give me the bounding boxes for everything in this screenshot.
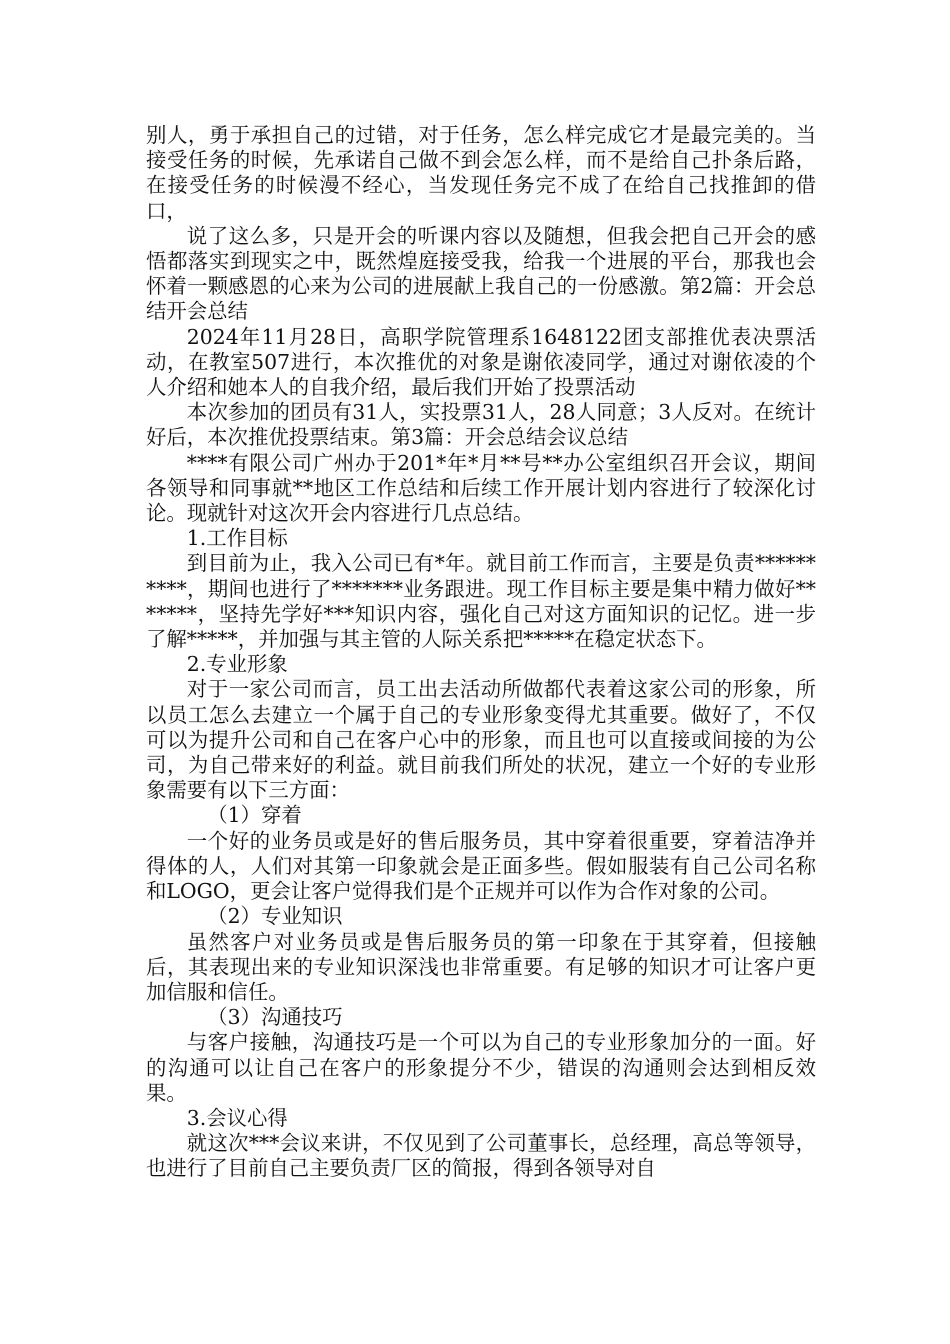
paragraph-5: ****有限公司广州办于201*年*月**号**办公室组织召开会议，期间各领导和同事就**地区工作总结和后续工作开展计划内容进行了较深化讨论。现就针对这次开会内容进行几点总结。 [146,450,816,526]
paragraph-professional-image: 对于一家公司而言，员工出去活动所做都代表着这家公司的形象，所以员工怎么去建立一个属于自己的专业形象变得尤其重要。做好了，不仅可以为提升公司和自己在客户心中的形象，而且也可以直接或间接的为公司，为自己带来好的利益。就目前我们所处的状况，建立一个好的专业形象需要有以下三方面： [146,677,816,803]
section-heading-work-goals: 1.工作目标 [186,526,288,551]
paragraph-1: 别人，勇于承担自己的过错，对于任务，怎么样完成它才是最完美的。当接受任务的时候，先承诺自己做不到会怎么样，而不是给自己扑条后路，在接受任务的时候漫不经心，当发现任务完不成了在给自己找推卸的借口， [146,123,816,223]
paragraph-communication-skills: 与客户接触，沟通技巧是一个可以为自己的专业形象加分的一面。好的沟通可以让自己在客户的形象提分不少，错误的沟通则会达到相反效果。 [146,1030,816,1105]
paragraph-professional-knowledge: 虽然客户对业务员或是售后服务员的第一印象在于其穿着，但接触后，其表现出来的专业知识深浅也非常重要。有足够的知识才可让客户更加信服和信任。 [146,929,816,1004]
section-heading-meeting-insights: 3.会议心得 [186,1105,288,1130]
paragraph-work-goals: 到目前为止，我入公司已有*年。就目前工作而言，主要是负责**********，期间也进行了*******业务跟进。现工作目标主要是集中精力做好*******，坚持先学好***知识内容，强化自己对这方面知识的记忆。进一步了解*****，并加强与其主管的人际关系把*****在稳定状态下。 [146,551,816,652]
document-page [146,123,816,1182]
paragraph-3: 2024年11月28日，高职学院管理系1648122团支部推优表决票活动，在教室507进行，本次推优的对象是谢依凌同学，通过对谢依凌的个人介绍和她本人的自我介绍，最后我们开始了投票活动 [146,324,816,400]
subheading-communication-skills: （3）沟通技巧 [207,1005,343,1030]
subheading-attire: （1）穿着 [207,803,302,828]
paragraph-attire: 一个好的业务员或是好的售后服务员，其中穿着很重要，穿着洁净并得体的人，人们对其第一印象就会是正面多些。假如服装有自己公司名称和LOGO，更会让客户觉得我们是个正规并可以作为合作对象的公司。 [146,828,816,904]
paragraph-meeting-insights: 就这次***会议来讲，不仅见到了公司董事长，总经理，高总等领导，也进行了目前自己主要负责厂区的简报，得到各领导对自 [146,1131,816,1181]
paragraph-2: 说了这么多，只是开会的听课内容以及随想，但我会把自己开会的感悟都落实到现实之中，既然煌庭接受我，给我一个进展的平台，那我也会怀着一颗感恩的心来为公司的进展献上我自己的一份感激。第2篇：开会总结开会总结 [146,223,816,324]
paragraph-4: 本次参加的团员有31人，实投票31人，28人同意；3人反对。在统计好后，本次推优投票结束。第3篇：开会总结会议总结 [146,400,816,450]
subheading-professional-knowledge: （2）专业知识 [207,904,343,929]
section-heading-professional-image: 2.专业形象 [186,652,288,677]
